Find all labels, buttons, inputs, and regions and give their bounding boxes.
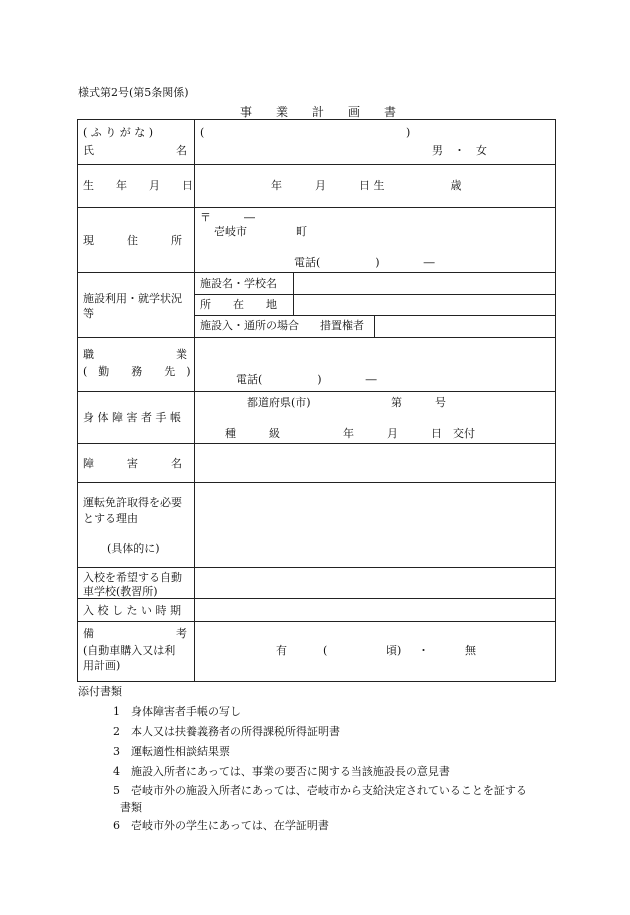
attachment-num: 4 (113, 765, 120, 778)
label-name-1: 氏 (83, 144, 94, 157)
label-remarks-1: 備 (83, 627, 94, 640)
label-occupation-1: 職 (83, 348, 94, 361)
remarks-dot: ・ (418, 644, 429, 657)
label-reason-3: (具体的に) (107, 542, 160, 555)
label-reason-2: とする理由 (83, 512, 138, 525)
attachment-num: 2 (113, 725, 120, 738)
occupation-phone-field[interactable]: 電話( ) ― (236, 373, 377, 386)
label-remarks-4: 用計画) (83, 659, 121, 672)
label-occupation-2: 業 (176, 348, 187, 361)
label-school-1: 入校を希望する自動 (83, 571, 182, 584)
address-city: 壱岐市 (214, 225, 247, 238)
remarks-no[interactable]: 無 (465, 644, 476, 657)
facility-authority-label: 措置権者 (320, 319, 364, 332)
label-address: 現 住 所 (83, 234, 182, 247)
postal-code-field[interactable]: 〒 ― (200, 211, 255, 224)
label-remarks-3: (自動車購入又は利 (83, 644, 176, 657)
attachment-text-cont: 書類 (120, 801, 142, 814)
label-timing: 入 校 し た い 時 期 (83, 604, 181, 617)
label-birthdate: 生 年 月 日 (83, 179, 193, 192)
sex-options[interactable]: 男 ・ 女 (432, 144, 487, 157)
attachment-text: 壱岐市外の施設入所者にあっては、壱岐市から支給決定されていることを証する (131, 784, 527, 797)
attachment-text: 壱岐市外の学生にあっては、在学証明書 (131, 819, 329, 832)
remarks-yes[interactable]: 有 (276, 644, 287, 657)
page-title: 事 業 計 画 書 (240, 105, 397, 119)
attachment-text: 身体障害者手帳の写し (131, 705, 241, 718)
label-name-2: 名 (176, 144, 187, 157)
attachment-num: 3 (113, 745, 120, 758)
label-handbook: 身 体 障 害 者 手 帳 (83, 411, 181, 424)
address-phone-field[interactable]: 電話( ) ― (294, 256, 435, 269)
label-facility: 施設利用・就学状況 (83, 292, 182, 305)
label-facility-2: 等 (83, 307, 94, 320)
handbook-number[interactable]: 第 号 (391, 396, 446, 409)
furigana-open-paren: ( (200, 126, 205, 139)
label-furigana: ( ふ り が な ) (83, 126, 154, 139)
birthdate-field[interactable]: 年 月 日 生 歳 (271, 179, 462, 192)
facility-location-label: 所 在 地 (200, 298, 277, 311)
label-reason-1: 運転免許取得を必要 (83, 496, 182, 509)
handbook-prefecture[interactable]: 都道府県(市) (247, 396, 311, 409)
label-employer: ( 勤 務 先 ) (83, 365, 191, 378)
attachment-text: 本人又は扶養義務者の所得課税所得証明書 (131, 725, 340, 738)
furigana-close-paren: ) (406, 126, 411, 139)
remarks-around: 頃) (386, 644, 402, 657)
handbook-issued[interactable]: 年 月 日 交付 (343, 427, 475, 440)
handbook-grade[interactable]: 種 級 (225, 427, 280, 440)
form-number: 様式第2号(第5条関係) (78, 86, 189, 99)
attachment-num: 1 (113, 705, 120, 718)
remarks-paren-open: ( (323, 644, 328, 657)
label-remarks-2: 考 (176, 627, 187, 640)
address-town: 町 (296, 225, 307, 238)
facility-admission-label: 施設入・通所の場合 (200, 319, 299, 332)
attachment-num: 5 (113, 784, 120, 797)
label-disability: 障 害 名 (83, 457, 182, 470)
attachment-text: 施設入所者にあっては、事業の要否に関する当該施設長の意見書 (131, 765, 450, 778)
label-school-2: 車学校(教習所) (83, 585, 158, 598)
attachment-text: 運転適性相談結果票 (131, 745, 230, 758)
attachment-num: 6 (113, 819, 120, 832)
facility-name-label: 施設名・学校名 (200, 277, 277, 290)
attachments-heading: 添付書類 (78, 685, 122, 698)
